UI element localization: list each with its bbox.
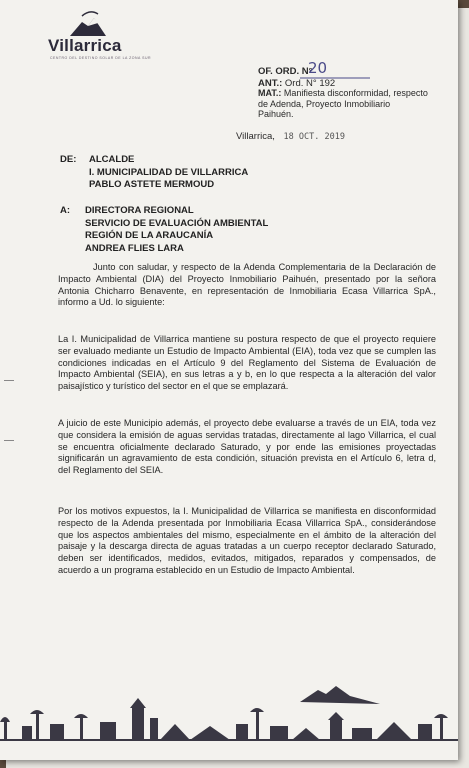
- paragraph-conclusion: Por los motivos expuestos, la I. Municipalidad de Villarrica se manifiesta en disconformidad respecto de la Adenda presentada por Inmobiliaria Ecasa Villarrica SpA., considerándose que los aspectos ambientales del mismo, especialmente en el ámbito de la alteración del paisaje y la descarga directa de aguas tratadas a un cuerpo receptor declarado Saturado, deben ser identificados, medidos, evitados, mitigados, reparados y compensados, de acuerdo a un programa establecido en un Estudio de Impacto Ambiental.: [58, 506, 436, 575]
- de-label: DE:: [60, 154, 77, 165]
- sender-name: PABLO ASTETE MERMOUD: [89, 179, 215, 190]
- mat-value: Manifiesta disconformidad, respecto de Adenda, Proyecto Inmobiliario Paihuén.: [258, 88, 428, 119]
- recipient-name: ANDREA FLIES LARA: [85, 242, 184, 254]
- paragraph-intro: Junto con saludar, y respecto de la Adenda Complementaria de la Declaración de Impacto Ambiental (DIA) del Proyecto Inmobiliario Paihuén, presentado por la señora Antonia Chicharro Benavente, en representación de Inmobiliaria Ecasa Villarrica SpA., informo a Ud. lo siguiente:: [58, 262, 436, 308]
- mat-label: MAT.:: [258, 88, 282, 98]
- date-city: Villarrica,: [236, 131, 275, 142]
- date-stamp: 18 OCT. 2019: [283, 132, 345, 142]
- sender-institution: I. MUNICIPALIDAD DE VILLARRICA: [89, 166, 249, 178]
- punch-mark: [4, 440, 14, 441]
- ant-label: ANT.:: [258, 78, 283, 89]
- date-line: [236, 131, 345, 142]
- logo-wordmark: Villarrica: [48, 36, 122, 55]
- recipient-block: [85, 205, 268, 255]
- recipient-service: SERVICIO DE EVALUACIÓN AMBIENTAL: [85, 217, 269, 229]
- paragraph-emissions: A juicio de este Municipio además, el proyecto debe evaluarse a través de un EIA, toda vez que considera la emisión de aguas servidas tratadas, directamente al lago Villarrica, el cual se encuentra oficialmente declarado Saturado, y por ende las emisiones proyectadas significarán un agravamiento de esta condición, situación prevista en el Artículo 6, letra d, del Reglamento del SEIA.: [58, 418, 436, 476]
- punch-mark: [4, 380, 14, 381]
- recipient-region: REGIÓN DE LA ARAUCANÍA: [85, 230, 214, 241]
- recipient-title: DIRECTORA REGIONAL: [85, 205, 194, 216]
- of-label: OF. ORD. N°: [258, 66, 313, 77]
- paragraph-position: La I. Municipalidad de Villarrica mantiene su postura respecto de que el proyecto requiere ser evaluado mediante un Estudio de Impacto Ambiental (EIA), toda vez que se cumplen las condiciones indicadas en el Artículo 9 del Reglamento del Sistema de Evaluación de Impacto Ambiental (SEIA), en sus letras a y b, en lo que respecta a la alteración del valor paisajístico y turístico del sector en el que se emplazará.: [58, 334, 436, 392]
- logo-tagline: CENTRO DEL DESTINO SOLAR DE LA ZONA SUR: [50, 56, 152, 60]
- sender-block: [89, 154, 248, 192]
- a-label: A:: [60, 205, 71, 216]
- town-skyline-footer: [0, 668, 458, 758]
- mat-block: [258, 88, 428, 120]
- handwritten-number: 20: [308, 59, 328, 77]
- sender-title: ALCALDE: [89, 154, 135, 165]
- ant-value: Ord. N° 192: [284, 78, 336, 89]
